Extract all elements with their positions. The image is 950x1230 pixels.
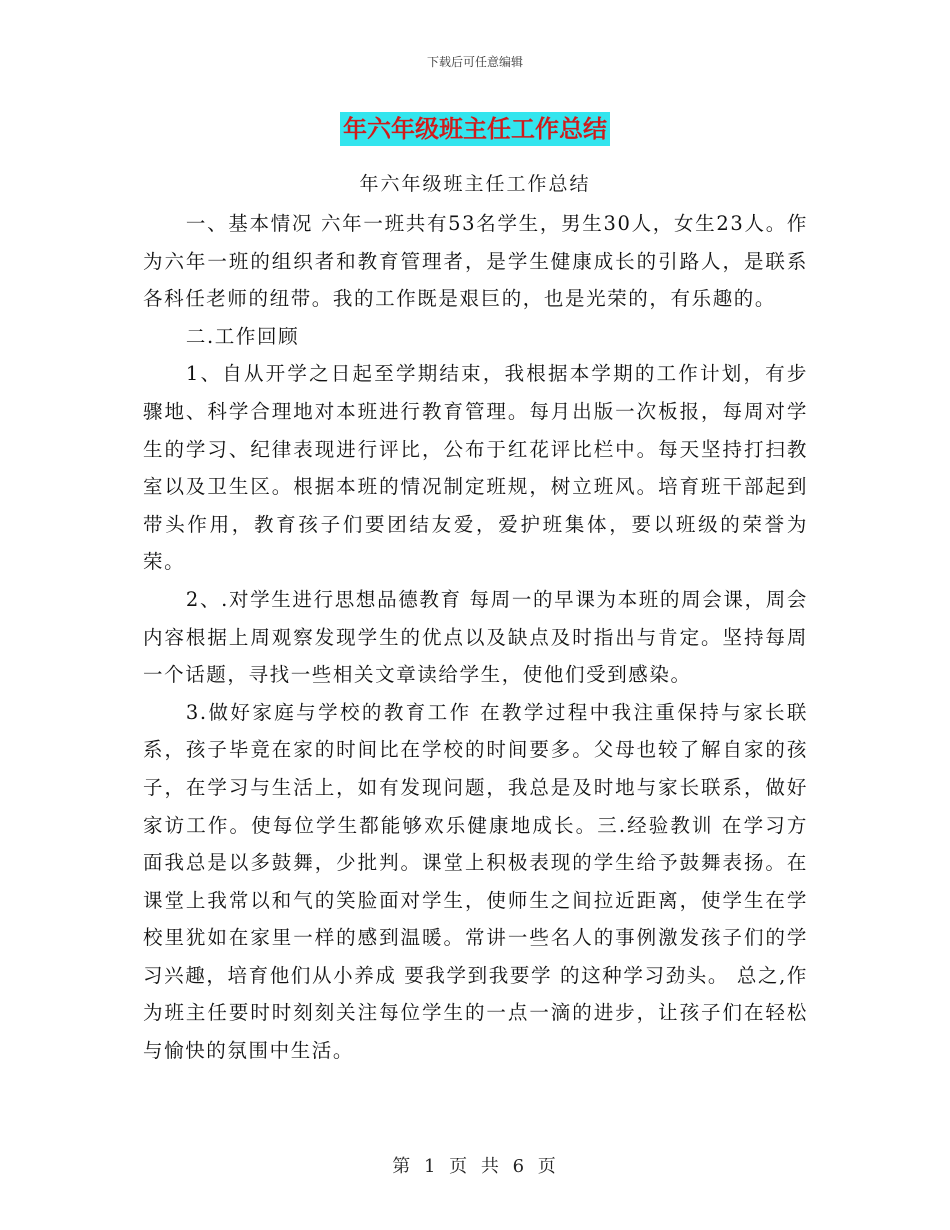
page-number: 第 1 页 共 6 页 <box>392 1156 558 1177</box>
document-title: 年六年级班主任工作总结 <box>340 112 610 146</box>
document-title-container <box>0 112 950 146</box>
paragraph-review-2: 2、.对学生进行思想品德教育 每周一的早课为本班的周会课，周会内容根据上周观察发现学生的优点以及缺点及时指出与肯定。坚持每周一个话题，寻找一些相关文章读给学生，使他们受到感染。 <box>143 587 808 687</box>
paragraph-review-1: 1、自从开学之日起至学期结束，我根据本学期的工作计划，有步骤地、科学合理地对本班进行教育管理。每月出版一次板报，每周对学生的学习、纪律表现进行评比，公布于红花评比栏中。每天坚持打扫教室以及卫生区。根据本班的情况制定班规，树立班风。培育班干部起到带头作用，教育孩子们要团结友爱，爱护班集体，要以班级的荣誉为荣。 <box>143 362 808 574</box>
paragraph-review-heading: 二.工作回顾 <box>185 324 300 348</box>
document-body <box>143 205 808 1070</box>
paragraph-review-3: 3.做好家庭与学校的教育工作 在教学过程中我注重保持与家长联系，孩子毕竟在家的时间比在学校的时间要多。父母也较了解自家的孩子，在学习与生活上，如有发现问题，我总是及时地与家长联系，做好家访工作。使每位学生都能够欢乐健康地成长。三.经验教训 在学习方面我总是以多鼓舞，少批判。课堂上积极表现的学生给予鼓舞表扬。在课堂上我常以和气的笑脸面对学生，使师生之间拉近距离，使学生在学校里犹如在家里一样的感到温暖。常讲一些名人的事例激发孩子们的学习兴趣，培育他们从小养成 要我学到我要学 的这种学习劲头。 总之,作为班主任要时时刻刻关注每位学生的一点一滴的进步，让孩子们在轻松与愉快的氛围中生活。 <box>143 700 808 1063</box>
header-note: 下载后可任意编辑 <box>426 55 523 69</box>
paragraph-basic-info: 一、基本情况 六年一班共有53名学生，男生30人，女生23人。作为六年一班的组织者和教育管理者，是学生健康成长的引路人，是联系各科任老师的纽带。我的工作既是艰巨的，也是光荣的，有乐趣的。 <box>143 212 808 311</box>
document-subtitle: 年六年级班主任工作总结 <box>359 173 591 195</box>
